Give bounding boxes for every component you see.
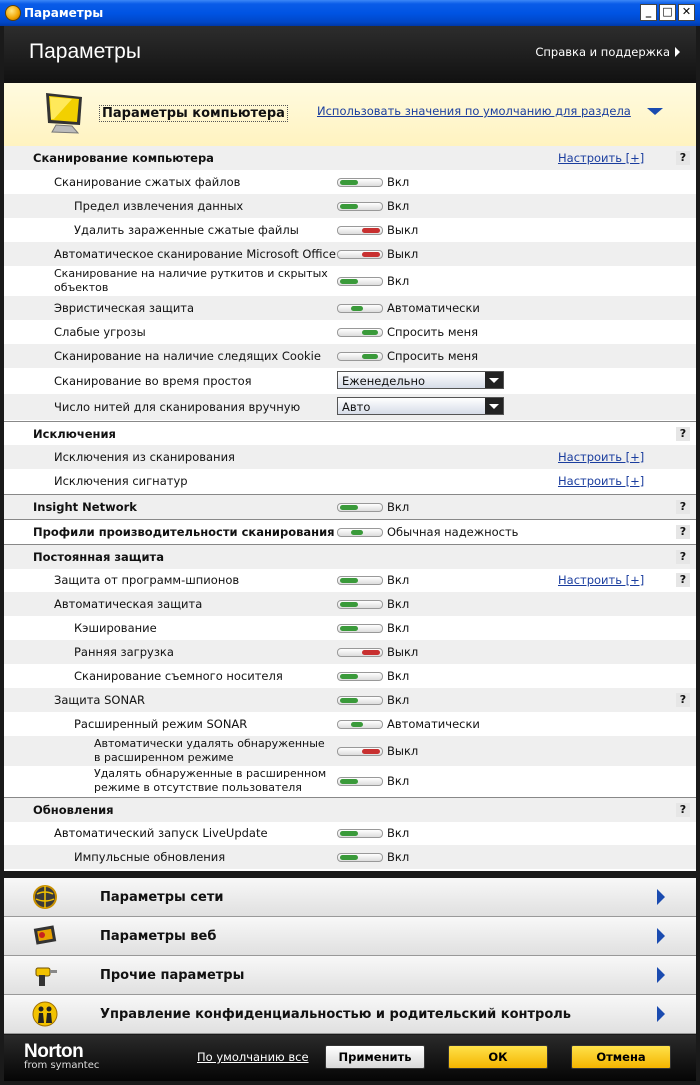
setting-label: Защита от программ-шпионов — [54, 573, 240, 587]
setting-value: Вкл — [387, 274, 410, 288]
monitor-icon — [42, 91, 86, 137]
setting-row — [4, 616, 696, 640]
setting-label: Эвристическая защита — [54, 301, 195, 315]
toggle-switch[interactable] — [337, 829, 383, 838]
setting-label: Сканирование сжатых файлов — [54, 175, 241, 189]
setting-label: Защита SONAR — [54, 693, 145, 707]
chevron-right-icon[interactable] — [657, 1006, 665, 1022]
setting-value: Вкл — [387, 175, 410, 189]
setting-value: Вкл — [387, 693, 410, 707]
setting-value: Автоматически — [387, 717, 480, 731]
setting-label: Сканирование во время простоя — [54, 374, 252, 388]
toggle-switch[interactable] — [337, 178, 383, 187]
setting-row — [4, 736, 696, 766]
setting-label: Автоматически удалять обнаруженные в расширенном режиме — [94, 737, 325, 764]
setting-label: Расширенный режим SONAR — [74, 717, 248, 731]
toggle-switch[interactable] — [337, 503, 383, 512]
toggle-switch[interactable] — [337, 250, 383, 259]
setting-label: Автоматическая защита — [54, 597, 203, 611]
category-label: Управление конфиденциальностью и родительский контроль — [100, 1007, 572, 1022]
group-row-computer-scan — [4, 146, 696, 170]
toggle-switch[interactable] — [337, 226, 383, 235]
setting-value: Вкл — [387, 573, 410, 587]
group-row-realtime — [4, 544, 696, 569]
help-icon[interactable]: ? — [676, 803, 690, 817]
drill-icon — [32, 962, 58, 988]
setting-row — [4, 821, 696, 845]
setting-value: Вкл — [387, 826, 410, 840]
setting-row — [4, 640, 696, 664]
setting-value: Выкл — [387, 645, 419, 659]
group-row-scan-profiles — [4, 519, 696, 544]
toggle-switch[interactable] — [337, 747, 383, 756]
setting-row — [4, 242, 696, 266]
setting-row — [4, 766, 696, 796]
section-defaults-link[interactable]: Использовать значения по умолчанию для раздела — [317, 104, 631, 118]
setting-row — [4, 568, 696, 592]
close-button[interactable]: ✕ — [678, 4, 695, 21]
setting-value: Вкл — [387, 850, 410, 864]
setting-row — [4, 394, 696, 420]
configure-link[interactable]: Настроить [+] — [558, 151, 645, 165]
chevron-right-icon[interactable] — [657, 928, 665, 944]
toggle-switch[interactable] — [337, 696, 383, 705]
toggle-switch[interactable] — [337, 528, 383, 537]
setting-value: Вкл — [387, 199, 410, 213]
toggle-switch[interactable] — [337, 672, 383, 681]
toggle-switch[interactable] — [337, 328, 383, 337]
chevron-right-icon[interactable] — [657, 889, 665, 905]
setting-label: Кэширование — [74, 621, 157, 635]
setting-label: Автоматический запуск LiveUpdate — [54, 826, 268, 840]
category-privacy[interactable] — [4, 995, 696, 1034]
setting-value: Вкл — [387, 597, 410, 611]
category-label: Параметры веб — [100, 929, 217, 944]
maximize-button[interactable]: □ — [659, 4, 676, 21]
chevron-down-icon[interactable] — [647, 108, 663, 115]
setting-row — [4, 592, 696, 616]
toggle-switch[interactable] — [337, 304, 383, 313]
setting-row — [4, 266, 696, 296]
setting-label: Слабые угрозы — [54, 325, 146, 339]
toggle-switch[interactable] — [337, 853, 383, 862]
setting-label: Исключения из сканирования — [54, 450, 235, 464]
title-bar — [0, 0, 700, 26]
threads-select[interactable] — [337, 397, 504, 415]
setting-label: Автоматическое сканирование Microsoft Office — [54, 247, 336, 261]
logo-main: Norton — [24, 1041, 84, 1062]
setting-row — [4, 218, 696, 242]
setting-value: Вкл — [387, 500, 410, 514]
category-web[interactable] — [4, 917, 696, 956]
setting-value: Выкл — [387, 744, 419, 758]
setting-value: Вкл — [387, 774, 410, 788]
setting-row — [4, 445, 696, 469]
configure-link[interactable]: Настроить [+] — [558, 474, 645, 488]
group-label: Обновления — [33, 803, 114, 817]
setting-row — [4, 368, 696, 394]
setting-value: Выкл — [387, 247, 419, 261]
help-icon[interactable]: ? — [676, 550, 690, 564]
select-value: Авто — [342, 400, 371, 414]
setting-row — [4, 712, 696, 736]
setting-label: Ранняя загрузка — [74, 645, 174, 659]
toggle-switch[interactable] — [337, 648, 383, 657]
globe-icon — [32, 884, 58, 910]
help-icon[interactable]: ? — [676, 500, 690, 514]
group-row-insight — [4, 494, 696, 519]
group-row-exclusions — [4, 421, 696, 446]
setting-value: Спросить меня — [387, 325, 479, 339]
page-header — [4, 26, 696, 83]
category-network[interactable] — [4, 878, 696, 917]
configure-link[interactable]: Настроить [+] — [558, 573, 645, 587]
idle-scan-select[interactable] — [337, 371, 504, 389]
reset-all-link[interactable]: По умолчанию все — [197, 1050, 309, 1064]
dropdown-arrow-icon[interactable] — [485, 398, 503, 414]
group-label: Профили производительности сканирования — [33, 525, 335, 539]
page-title: Параметры — [29, 40, 141, 63]
setting-value: Спросить меня — [387, 349, 479, 363]
group-label: Исключения — [33, 427, 116, 441]
setting-row — [4, 688, 696, 712]
toggle-switch[interactable] — [337, 624, 383, 633]
norton-app-icon — [5, 5, 21, 21]
settings-panel — [4, 83, 696, 871]
category-label: Прочие параметры — [100, 968, 245, 983]
select-value: Еженедельно — [342, 374, 426, 388]
setting-label: Импульсные обновления — [74, 850, 226, 864]
setting-label: Сканирование на наличие следящих Cookie — [54, 349, 321, 363]
toggle-switch[interactable] — [337, 720, 383, 729]
setting-value: Вкл — [387, 621, 410, 635]
chevron-right-icon[interactable] — [657, 967, 665, 983]
setting-value: Автоматически — [387, 301, 480, 315]
setting-label: Сканирование на наличие руткитов и скрытых объектов — [54, 267, 328, 294]
minimize-button[interactable]: _ — [640, 4, 657, 21]
configure-link[interactable]: Настроить [+] — [558, 450, 645, 464]
setting-label: Число нитей для сканирования вручную — [54, 400, 301, 414]
family-icon — [32, 1001, 58, 1027]
setting-row — [4, 664, 696, 688]
setting-value: Обычная надежность — [387, 525, 519, 539]
apply-button[interactable]: Применить — [325, 1045, 425, 1069]
setting-label: Исключения сигнатур — [54, 474, 188, 488]
toggle-switch[interactable] — [337, 352, 383, 361]
window-title: Параметры — [24, 6, 104, 20]
computer-settings-header — [4, 83, 696, 147]
category-label: Параметры сети — [100, 890, 224, 905]
setting-row — [4, 320, 696, 344]
setting-row — [4, 296, 696, 320]
web-icon — [32, 923, 58, 949]
setting-label: Предел извлечения данных — [74, 199, 244, 213]
setting-row — [4, 170, 696, 194]
toggle-switch[interactable] — [337, 777, 383, 786]
cancel-button[interactable]: Отмена — [571, 1045, 671, 1069]
group-label: Сканирование компьютера — [33, 151, 214, 165]
section-title: Параметры компьютера — [99, 105, 288, 122]
footer — [4, 1035, 696, 1081]
group-label: Insight Network — [33, 500, 137, 514]
setting-label: Сканирование съемного носителя — [74, 669, 283, 683]
setting-row — [4, 194, 696, 218]
toggle-switch[interactable] — [337, 277, 383, 286]
help-support-link[interactable]: Справка и поддержка — [535, 45, 670, 59]
help-icon[interactable]: ? — [676, 525, 690, 539]
group-row-updates — [4, 797, 696, 822]
setting-row — [4, 344, 696, 368]
ok-button[interactable]: ОК — [448, 1045, 548, 1069]
category-other[interactable] — [4, 956, 696, 995]
setting-label: Удалять обнаруженные в расширенном режиме в отсутствие пользователя — [94, 767, 327, 794]
setting-value: Выкл — [387, 223, 419, 237]
help-icon[interactable]: ? — [676, 573, 690, 587]
dropdown-arrow-icon[interactable] — [485, 372, 503, 388]
toggle-switch[interactable] — [337, 576, 383, 585]
setting-row — [4, 469, 696, 493]
help-icon[interactable]: ? — [676, 427, 690, 441]
toggle-switch[interactable] — [337, 202, 383, 211]
chevron-right-icon — [675, 47, 680, 57]
group-label: Постоянная защита — [33, 550, 164, 564]
norton-logo — [24, 1041, 99, 1071]
logo-sub: from symantec — [24, 1060, 100, 1071]
setting-label: Удалить зараженные сжатые файлы — [74, 223, 299, 237]
setting-value: Вкл — [387, 669, 410, 683]
toggle-switch[interactable] — [337, 600, 383, 609]
help-icon[interactable]: ? — [676, 151, 690, 165]
setting-row — [4, 845, 696, 869]
help-icon[interactable]: ? — [676, 693, 690, 707]
